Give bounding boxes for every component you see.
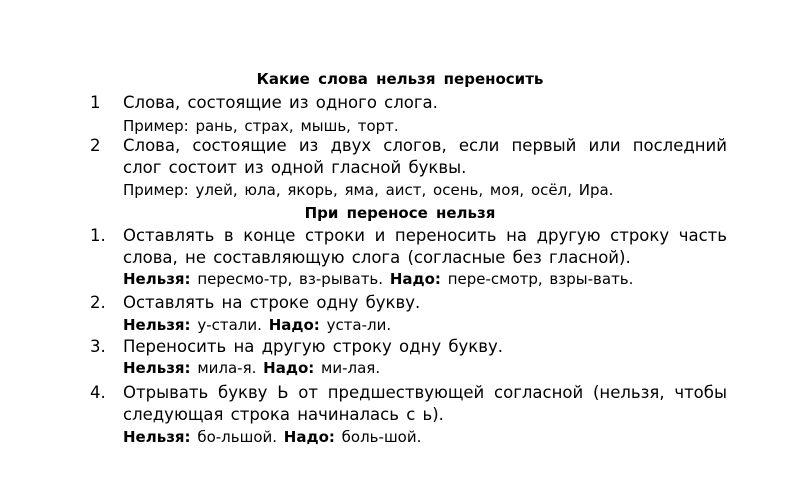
item-number: 2 — [90, 136, 101, 155]
rule-text: Оставлять в конце строки и переносить на другую строку часть — [123, 226, 727, 245]
example-text: улей, юла, якорь, яма, аист, осень, моя, осёл, Ира. — [195, 181, 614, 199]
example-label: Пример: — [123, 181, 189, 199]
right-label: Надо: — [389, 270, 441, 288]
wrong-right-line — [123, 268, 633, 290]
item-number: 1 — [90, 93, 101, 112]
example-text: рань, страх, мышь, торт. — [195, 117, 399, 135]
section-title-when-hyphenating: При переносе нельзя — [304, 204, 496, 222]
section-title-cannot-hyphenate: Какие слова нельзя переносить — [256, 70, 544, 88]
right-label: Надо: — [268, 316, 320, 334]
item-number: 4. — [90, 383, 106, 402]
wrong-example: у-стали. — [197, 316, 262, 334]
right-label: Надо: — [283, 428, 335, 446]
example-line — [123, 115, 399, 137]
wrong-label: Нельзя: — [123, 359, 191, 377]
right-example: ми-лая. — [321, 359, 381, 377]
wrong-right-line — [123, 314, 391, 336]
rule-text: Отрывать букву Ь от предшествующей согласной (нельзя, чтобы — [123, 383, 727, 402]
item-number: 2. — [90, 293, 106, 312]
rule-text: слова, не составляющую слога (согласные без гласной). — [123, 248, 631, 267]
wrong-label: Нельзя: — [123, 428, 191, 446]
item-number: 3. — [90, 337, 106, 356]
wrong-example: мила-я. — [197, 359, 257, 377]
rule-text: следующая строка начиналась с ь). — [123, 405, 444, 424]
wrong-example: бо-льшой. — [197, 428, 278, 446]
wrong-label: Нельзя: — [123, 316, 191, 334]
wrong-label: Нельзя: — [123, 270, 191, 288]
wrong-right-line — [123, 426, 421, 448]
right-example: пере-смотр, взры-вать. — [447, 270, 634, 288]
right-example: боль-шой. — [341, 428, 422, 446]
rule-text: Оставлять на строке одну букву. — [123, 293, 421, 312]
example-line — [123, 179, 613, 201]
rule-text: Слова, состоящие из двух слогов, если первый или последний — [123, 136, 727, 155]
wrong-example: пересмо-тр, вз-рывать. — [197, 270, 384, 288]
right-label: Надо: — [263, 359, 315, 377]
item-number: 1. — [90, 226, 106, 245]
example-label: Пример: — [123, 117, 189, 135]
rule-text: Переносить на другую строку одну букву. — [123, 337, 503, 356]
rule-text: Слова, состоящие из одного слога. — [123, 93, 438, 112]
right-example: уста-ли. — [326, 316, 392, 334]
rule-text: слог состоит из одной гласной буквы. — [123, 158, 467, 177]
wrong-right-line — [123, 357, 380, 379]
